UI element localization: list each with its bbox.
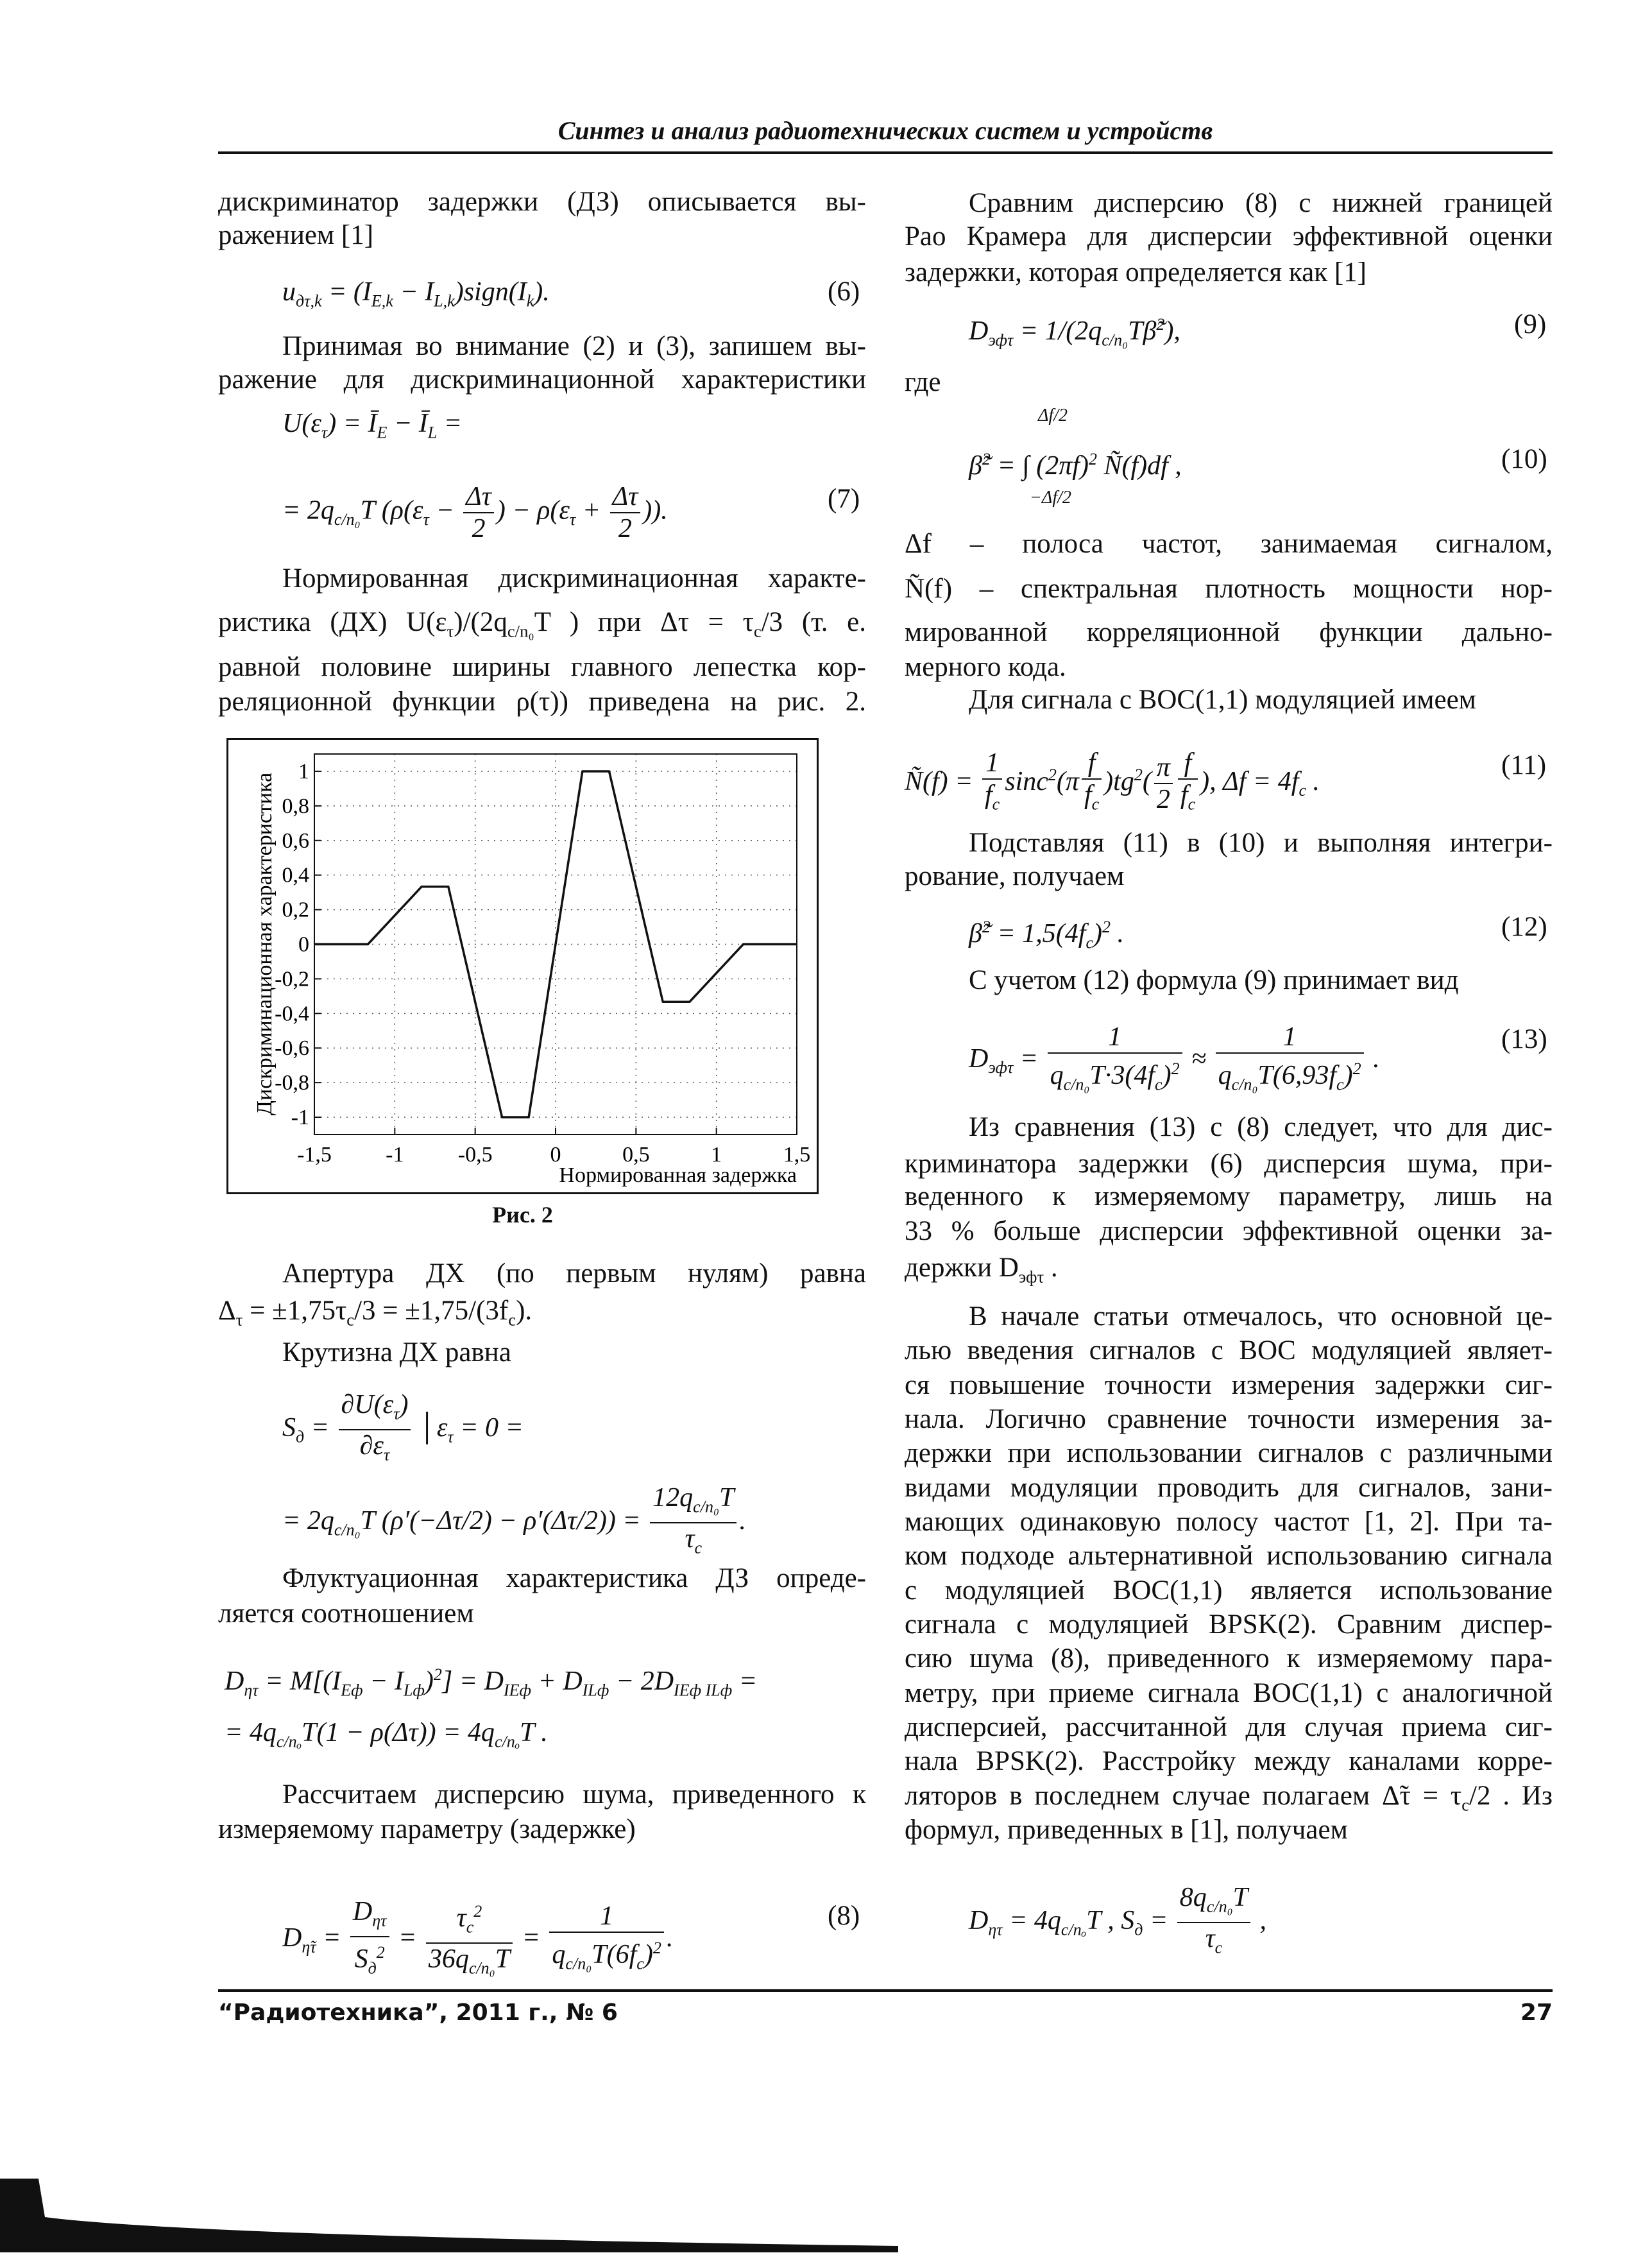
running-title: Синтез и анализ радиотехнических систем и устройств bbox=[558, 116, 1213, 145]
figure-frame bbox=[228, 739, 818, 1194]
y-tick-label: 0 bbox=[298, 932, 309, 957]
text-line: С учетом (12) формула (9) принимает вид bbox=[969, 965, 1459, 995]
x-tick-label: 1 bbox=[711, 1143, 722, 1167]
equation-bpsk: $D_{\eta\tau} = 4q_{c/n_o}T$ , $S_д$ = $\frac{8q_{c/n_0}T}{\tau_c}$ , bbox=[969, 1883, 1267, 1957]
text-line: ляется соотношением bbox=[218, 1598, 474, 1629]
integral-upper-limit: Δf/2 bbox=[1038, 406, 1068, 425]
equation-10: β̃$^2$ = ∫ $(2\pi f)^2$ Ñ(f)df , bbox=[969, 450, 1182, 481]
figure-caption: Рис. 2 bbox=[492, 1202, 553, 1228]
y-tick-label: -1 bbox=[291, 1106, 309, 1130]
equation-number: (10) bbox=[1501, 444, 1547, 474]
x-tick-label: -1 bbox=[386, 1143, 404, 1167]
text-line: Нормированная дискриминационная характе- bbox=[282, 563, 866, 594]
x-tick-label: -1,5 bbox=[297, 1143, 332, 1167]
text-line: ся повышение точности измерения задержки сиг- bbox=[905, 1370, 1553, 1400]
journal-name: “Радиотехника”, 2011 г., № 6 bbox=[218, 2000, 618, 2026]
integral-lower-limit: −Δf/2 bbox=[1030, 488, 1071, 508]
text-line: мированной корреляционной функции дально- bbox=[905, 617, 1553, 647]
footer-rule bbox=[218, 1989, 1553, 1992]
text-line: Апертура ДХ (по первым нулям) равна bbox=[282, 1258, 866, 1289]
text-line: Ñ(f) – спектральная плотность мощности нор- bbox=[905, 574, 1553, 604]
x-tick-label: 0,5 bbox=[622, 1143, 650, 1167]
equation-number: (9) bbox=[1514, 309, 1547, 339]
y-tick-label: 0,8 bbox=[282, 794, 309, 818]
equation-number: (12) bbox=[1501, 912, 1547, 942]
y-tick-label: -0,6 bbox=[275, 1036, 309, 1061]
series-line bbox=[314, 771, 797, 1117]
equation-fluct: $D_{\eta\tau} = M[(I_{Eф} - I_{Lф})^2] = D_{IEф} + D_{ILф} - 2D_{IEф ILф}$ = bbox=[225, 1665, 758, 1700]
text-line: формул, приведенных в [1], получаем bbox=[905, 1815, 1348, 1845]
equation-number: (6) bbox=[828, 277, 860, 307]
equation-7: = $2q_{c/n_0}T$ ($\rho(\varepsilon_\tau$ − $\frac{\Delta\tau}{2}$ ) − $\rho(\varepsilon_\tau$ + $\frac{\Delta\tau}{2}$ )). bbox=[282, 482, 668, 544]
text-line: $\Delta_\tau = \pm 1,75\tau_c/3 = \pm 1,75/(3f_c)$. bbox=[218, 1296, 532, 1330]
text-line: с модуляцией BOC(1,1) является использование bbox=[905, 1575, 1553, 1606]
page-number: 27 bbox=[1520, 2000, 1553, 2026]
x-axis-label: Нормированная задержка bbox=[559, 1163, 797, 1187]
text-line: Сравним дисперсию (8) с нижней границей bbox=[969, 188, 1553, 218]
text-line: В начале статьи отмечалось, что основной це- bbox=[969, 1301, 1553, 1332]
text-line: Флуктуационная характеристика ДЗ опреде- bbox=[282, 1563, 866, 1593]
text-line: реляционной функции ρ(τ)) приведена на рис. 2. bbox=[218, 687, 866, 717]
text-line: видами модуляции проводить для сигналов, зани- bbox=[905, 1473, 1553, 1503]
text-line: лью введения сигналов с BOC модуляцией являет- bbox=[905, 1335, 1553, 1366]
ticks bbox=[275, 760, 810, 1167]
text-line: веденного к измеряемому параметру, лишь на bbox=[905, 1181, 1553, 1212]
equation-number: (13) bbox=[1501, 1024, 1547, 1054]
text-line: держки $D_{эф\tau}$ . bbox=[905, 1253, 1058, 1287]
text-line: ражение для дискриминационной характеристики bbox=[218, 364, 866, 395]
text-line: нала. Логично сравнение точности измерения за- bbox=[905, 1404, 1553, 1434]
text-line: ляторов в последнем случае полагаем Δ̃τ = $\tau_c/2$ . Из bbox=[905, 1781, 1553, 1815]
text-line: криминатора задержки (6) дисперсия шума, при- bbox=[905, 1149, 1553, 1179]
y-tick-label: -0,8 bbox=[275, 1071, 309, 1095]
equation-6: $u_{д\tau,k} = (I_{E,k}$ − $I_{L,k})sign(I_k)$. bbox=[282, 277, 550, 311]
equation-number: (8) bbox=[828, 1901, 860, 1931]
text-line: держки при использовании сигналов с различными bbox=[905, 1438, 1553, 1468]
y-tick-label: -0,2 bbox=[275, 967, 309, 991]
text-line: Рао Крамера для дисперсии эффективной оценки bbox=[905, 221, 1553, 252]
text-line: Подставляя (11) в (10) и выполняя интегри- bbox=[969, 828, 1553, 858]
text-line: Δf – полоса частот, занимаемая сигналом, bbox=[905, 529, 1553, 559]
equation-number: (7) bbox=[828, 484, 860, 514]
text-line: метру, при приеме сигнала BOC(1,1) с аналогичной bbox=[905, 1678, 1553, 1708]
text-line: сигнала с модуляцией BPSK(2). Сравним диспер- bbox=[905, 1609, 1553, 1640]
figure-2-chart bbox=[226, 738, 819, 1194]
equation-8: $D_{\etã\tau}$ = $\frac{D_{\eta\tau}}{S_д^2}$ = $\frac{\tau_c^2}{36q_{c/n_0}T}$ = $\frac{1}{q_{c/n_0}T(6f_c)^2}$ . bbox=[282, 1897, 674, 1978]
equation-slope-value: = $2q_{c/n_0}T$ (ρ′(−Δτ/2) − ρ′(Δτ/2)) = $\frac{12q_{c/n_0}T}{\tau_c}$ . bbox=[282, 1483, 746, 1557]
equation-12: β̃$^2$ = $1,5(4f_c)^2$ . bbox=[969, 918, 1125, 952]
y-axis-label: Дискриминационная характеристика bbox=[253, 772, 277, 1116]
header-rule bbox=[218, 151, 1553, 154]
text-line: рование, получаем bbox=[905, 861, 1125, 891]
text-line: где bbox=[905, 367, 941, 397]
text-line: ражением [1] bbox=[218, 220, 374, 250]
equation-fluct-value: = $4q_{c/n_o}T(1 - \rho(\Delta\tau)) = 4q_{c/n_o}T$ . bbox=[225, 1718, 548, 1751]
x-tick-label: -0,5 bbox=[457, 1143, 493, 1167]
text-line: задержки, которая определяется как [1] bbox=[905, 257, 1367, 287]
text-line: 33 % больше дисперсии эффективной оценки за- bbox=[905, 1216, 1553, 1246]
text-line: Из сравнения (13) с (8) следует, что для дис- bbox=[969, 1112, 1553, 1142]
equation-slope: $S_д$ = $\frac{\partial U(\varepsilon_\tau)}{\partial\varepsilon_\tau}$ $│\varepsilon_\tau = 0$ = bbox=[282, 1390, 524, 1464]
text-line: дисперсией, рассчитанной для случая приема сиг- bbox=[905, 1712, 1553, 1742]
text-line: измеряемому параметру (задержке) bbox=[218, 1814, 636, 1844]
text-line: мерного кода. bbox=[905, 652, 1066, 682]
text-line: Рассчитаем дисперсию шума, приведенного к bbox=[282, 1779, 866, 1810]
x-tick-label: 1,5 bbox=[783, 1143, 811, 1167]
text-line: мающих одинаковую полосу частот [1, 2]. При та- bbox=[905, 1507, 1553, 1537]
text-line: Для сигнала с BOC(1,1) модуляцией имеем bbox=[969, 685, 1476, 715]
y-tick-label: 0,4 bbox=[282, 863, 309, 887]
equation-9: $D_{эф\tau}$ = $1/(2q_{c/n_0}T\betã^2)$, bbox=[969, 315, 1180, 350]
text-line: сию шума (8), приведенного к измеряемому пара- bbox=[905, 1643, 1553, 1674]
text-line: Крутизна ДХ равна bbox=[282, 1337, 511, 1367]
scan-edge-shadow bbox=[0, 2179, 898, 2252]
text-line: Принимая во внимание (2) и (3), запишем вы- bbox=[282, 331, 866, 361]
y-tick-label: 0,6 bbox=[282, 828, 309, 853]
text-line: равной половине ширины главного лепестка кор- bbox=[218, 652, 866, 682]
equation-number: (11) bbox=[1501, 750, 1547, 780]
text-line: ком подходе альтернативной использованию сигнала bbox=[905, 1541, 1553, 1571]
equation-u: $U(\varepsilon_\tau)$ = $Ī_E$ − $Ī_L$ = bbox=[282, 409, 463, 442]
text-line: дискриминатор задержки (ДЗ) описывается вы- bbox=[218, 187, 866, 217]
y-tick-label: 1 bbox=[298, 759, 309, 784]
y-tick-label: -0,4 bbox=[275, 1002, 309, 1026]
x-tick-label: 0 bbox=[550, 1143, 561, 1167]
equation-11: Ñ(f) = $\frac{1}{f_c}$ sinc$^2$(π $\frac{f}{f_c}$ )$tg^2$( $\frac{\pi}{2}$ $\frac{f}{f_c}$ ), $\Delta f = 4f_c$ . bbox=[905, 748, 1320, 815]
y-tick-label: 0,2 bbox=[282, 898, 309, 922]
text-line: нала BPSK(2). Расстройку между каналами корре- bbox=[905, 1746, 1553, 1776]
equation-13: $D_{эф\tau}$ = $\frac{1}{q_{c/n_0}T\cdot 3(4f_c)^2}$ ≈ $\frac{1}{q_{c/n_0}T(6,93f_c)^2}$ . bbox=[969, 1022, 1380, 1094]
text-line: ристика (ДХ) $U(\varepsilon_\tau)/(2q_{c/n_0}T$ ) при $\Delta\tau = \tau_c/3$ (т. е. bbox=[218, 607, 866, 641]
